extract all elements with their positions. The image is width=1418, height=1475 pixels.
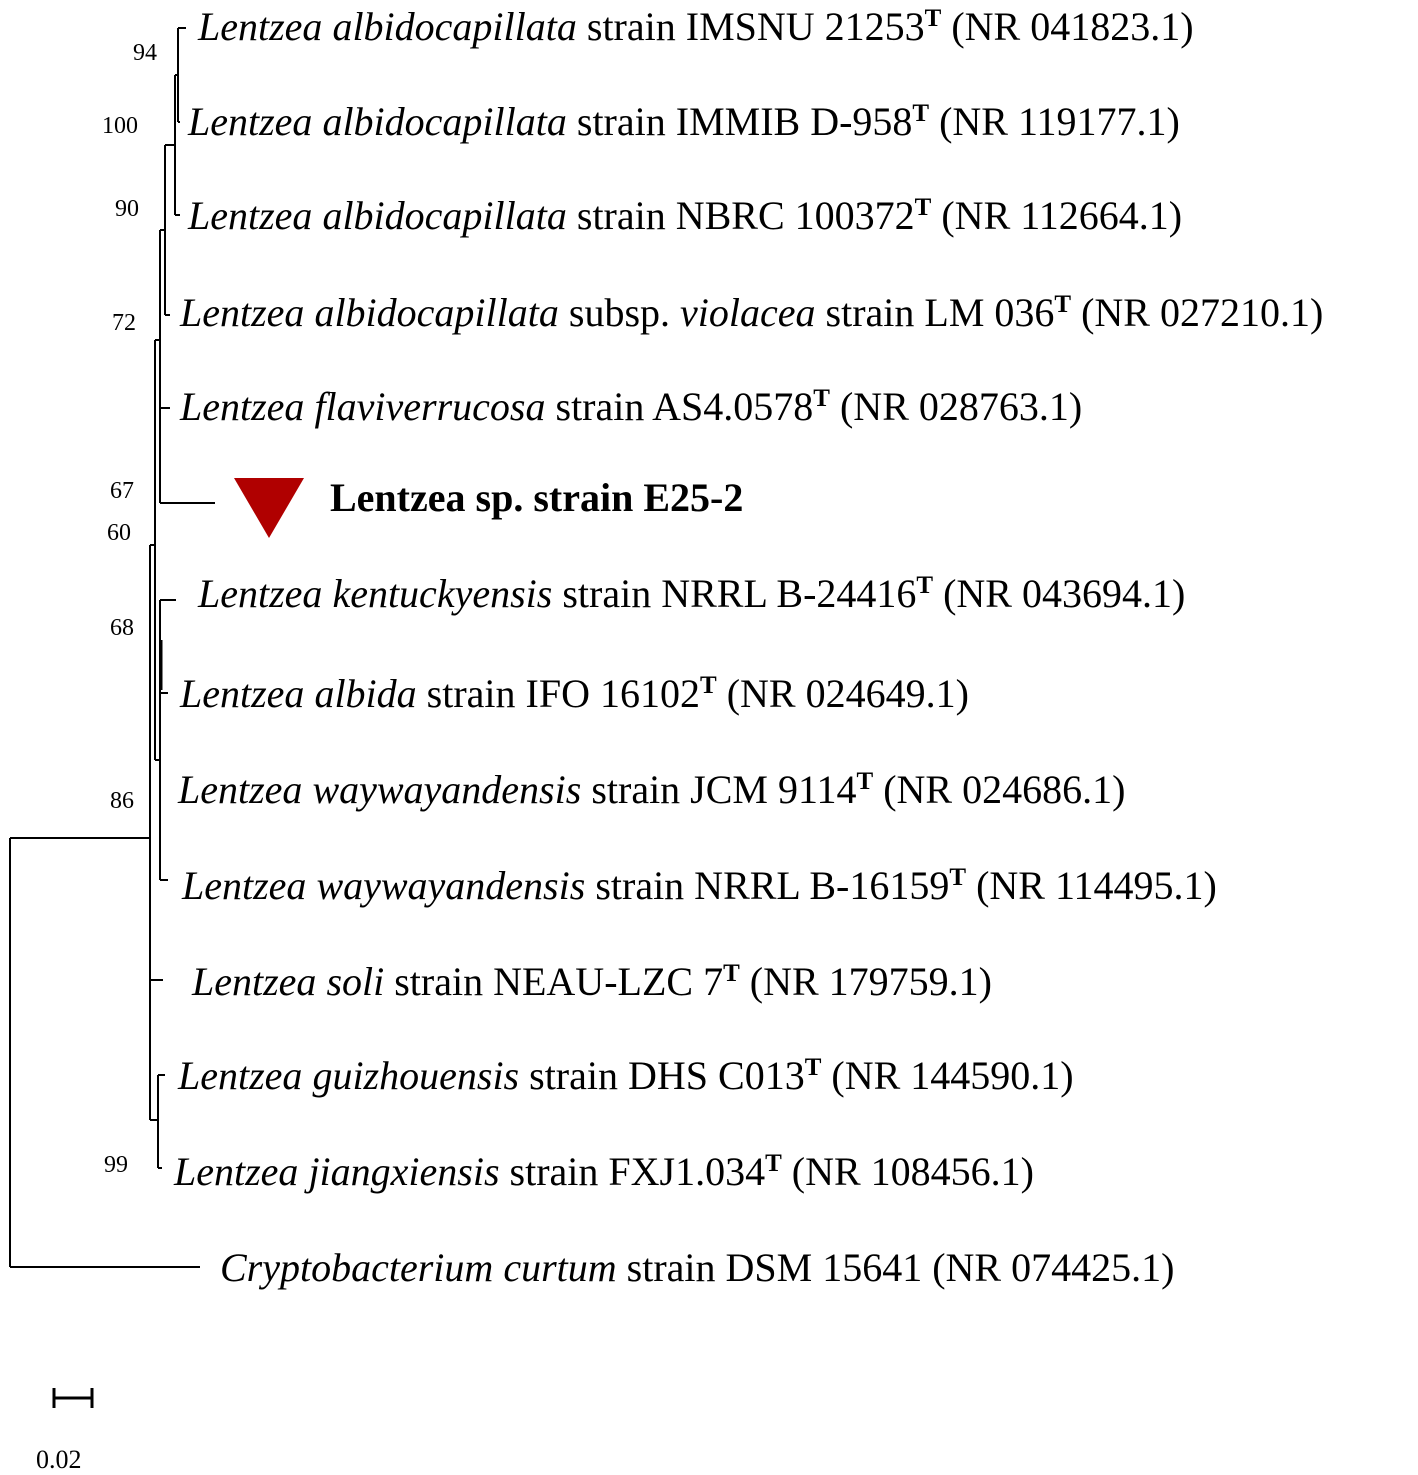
ingroup-backbone bbox=[150, 545, 163, 1120]
clade-e-stem bbox=[178, 28, 186, 122]
scale-bar bbox=[36, 1388, 92, 1474]
bootstrap-value: 68 bbox=[110, 615, 134, 641]
taxon-label: Lentzea albidocapillata strain IMMIB $D-958^T$ (NR 119177.1) bbox=[188, 99, 1180, 144]
scale-bar-label: 0.02 bbox=[36, 1445, 82, 1474]
taxon-label: Lentzea albidocapillata subsp. violacea strain LM $036^T$ (NR 027210.1) bbox=[180, 290, 1324, 335]
bootstrap-value: 67 bbox=[110, 478, 134, 504]
taxon-labels bbox=[173, 4, 1323, 1290]
taxon-label: Lentzea flaviverrucosa strain $AS4.0578^T$ (NR 028763.1) bbox=[180, 384, 1083, 429]
taxon-label: Lentzea albidocapillata strain NBRC $100372^T$ (NR 112664.1) bbox=[188, 193, 1183, 238]
taxon-label: Lentzea jiangxiensis strain $FXJ1.034^T$ (NR 108456.1) bbox=[174, 1149, 1035, 1194]
taxon-label: Lentzea soli strain NEAU-LZC $7^T$ (NR 179759.1) bbox=[192, 959, 992, 1004]
taxon-label: Lentzea waywayandensis strain JCM $9114^T$ (NR 024686.1) bbox=[178, 767, 1126, 812]
taxon-label: Lentzea waywayandensis strain NRRL $B-16159^T$ (NR 114495.1) bbox=[182, 863, 1217, 908]
taxon-label: Lentzea albidocapillata strain IMSNU $21253^T$ (NR 041823.1) bbox=[198, 4, 1194, 49]
taxon-label: Lentzea kentuckyensis strain NRRL $B-24416^T$ (NR 043694.1) bbox=[198, 571, 1186, 616]
clade-c-stem bbox=[165, 145, 175, 315]
query-strain-label: Lentzea sp. strain E25-2 bbox=[330, 475, 744, 520]
outgroup-label: Cryptobacterium curtum strain DSM 15641 (NR 074425.1) bbox=[220, 1245, 1175, 1290]
bootstrap-value: 94 bbox=[133, 40, 157, 66]
taxon-label: Lentzea guizhouensis strain DHS $C013^T$ (NR 144590.1) bbox=[178, 1053, 1074, 1098]
taxon-label: Lentzea albida strain IFO $16102^T$ (NR 024649.1) bbox=[180, 671, 969, 716]
bootstrap-value: 60 bbox=[107, 520, 131, 546]
root-branch bbox=[10, 838, 200, 1267]
bootstrap-value: 100 bbox=[102, 113, 138, 139]
clade-g-stem bbox=[158, 1075, 165, 1168]
clade-b-stem bbox=[160, 230, 215, 503]
bootstrap-values bbox=[102, 40, 157, 1178]
down-triangle-icon bbox=[234, 478, 304, 538]
bootstrap-value: 90 bbox=[115, 196, 139, 222]
bootstrap-value: 86 bbox=[110, 788, 134, 814]
bootstrap-value: 99 bbox=[104, 1152, 128, 1178]
scale-bar-line bbox=[54, 1388, 92, 1408]
bootstrap-value: 72 bbox=[112, 310, 136, 336]
